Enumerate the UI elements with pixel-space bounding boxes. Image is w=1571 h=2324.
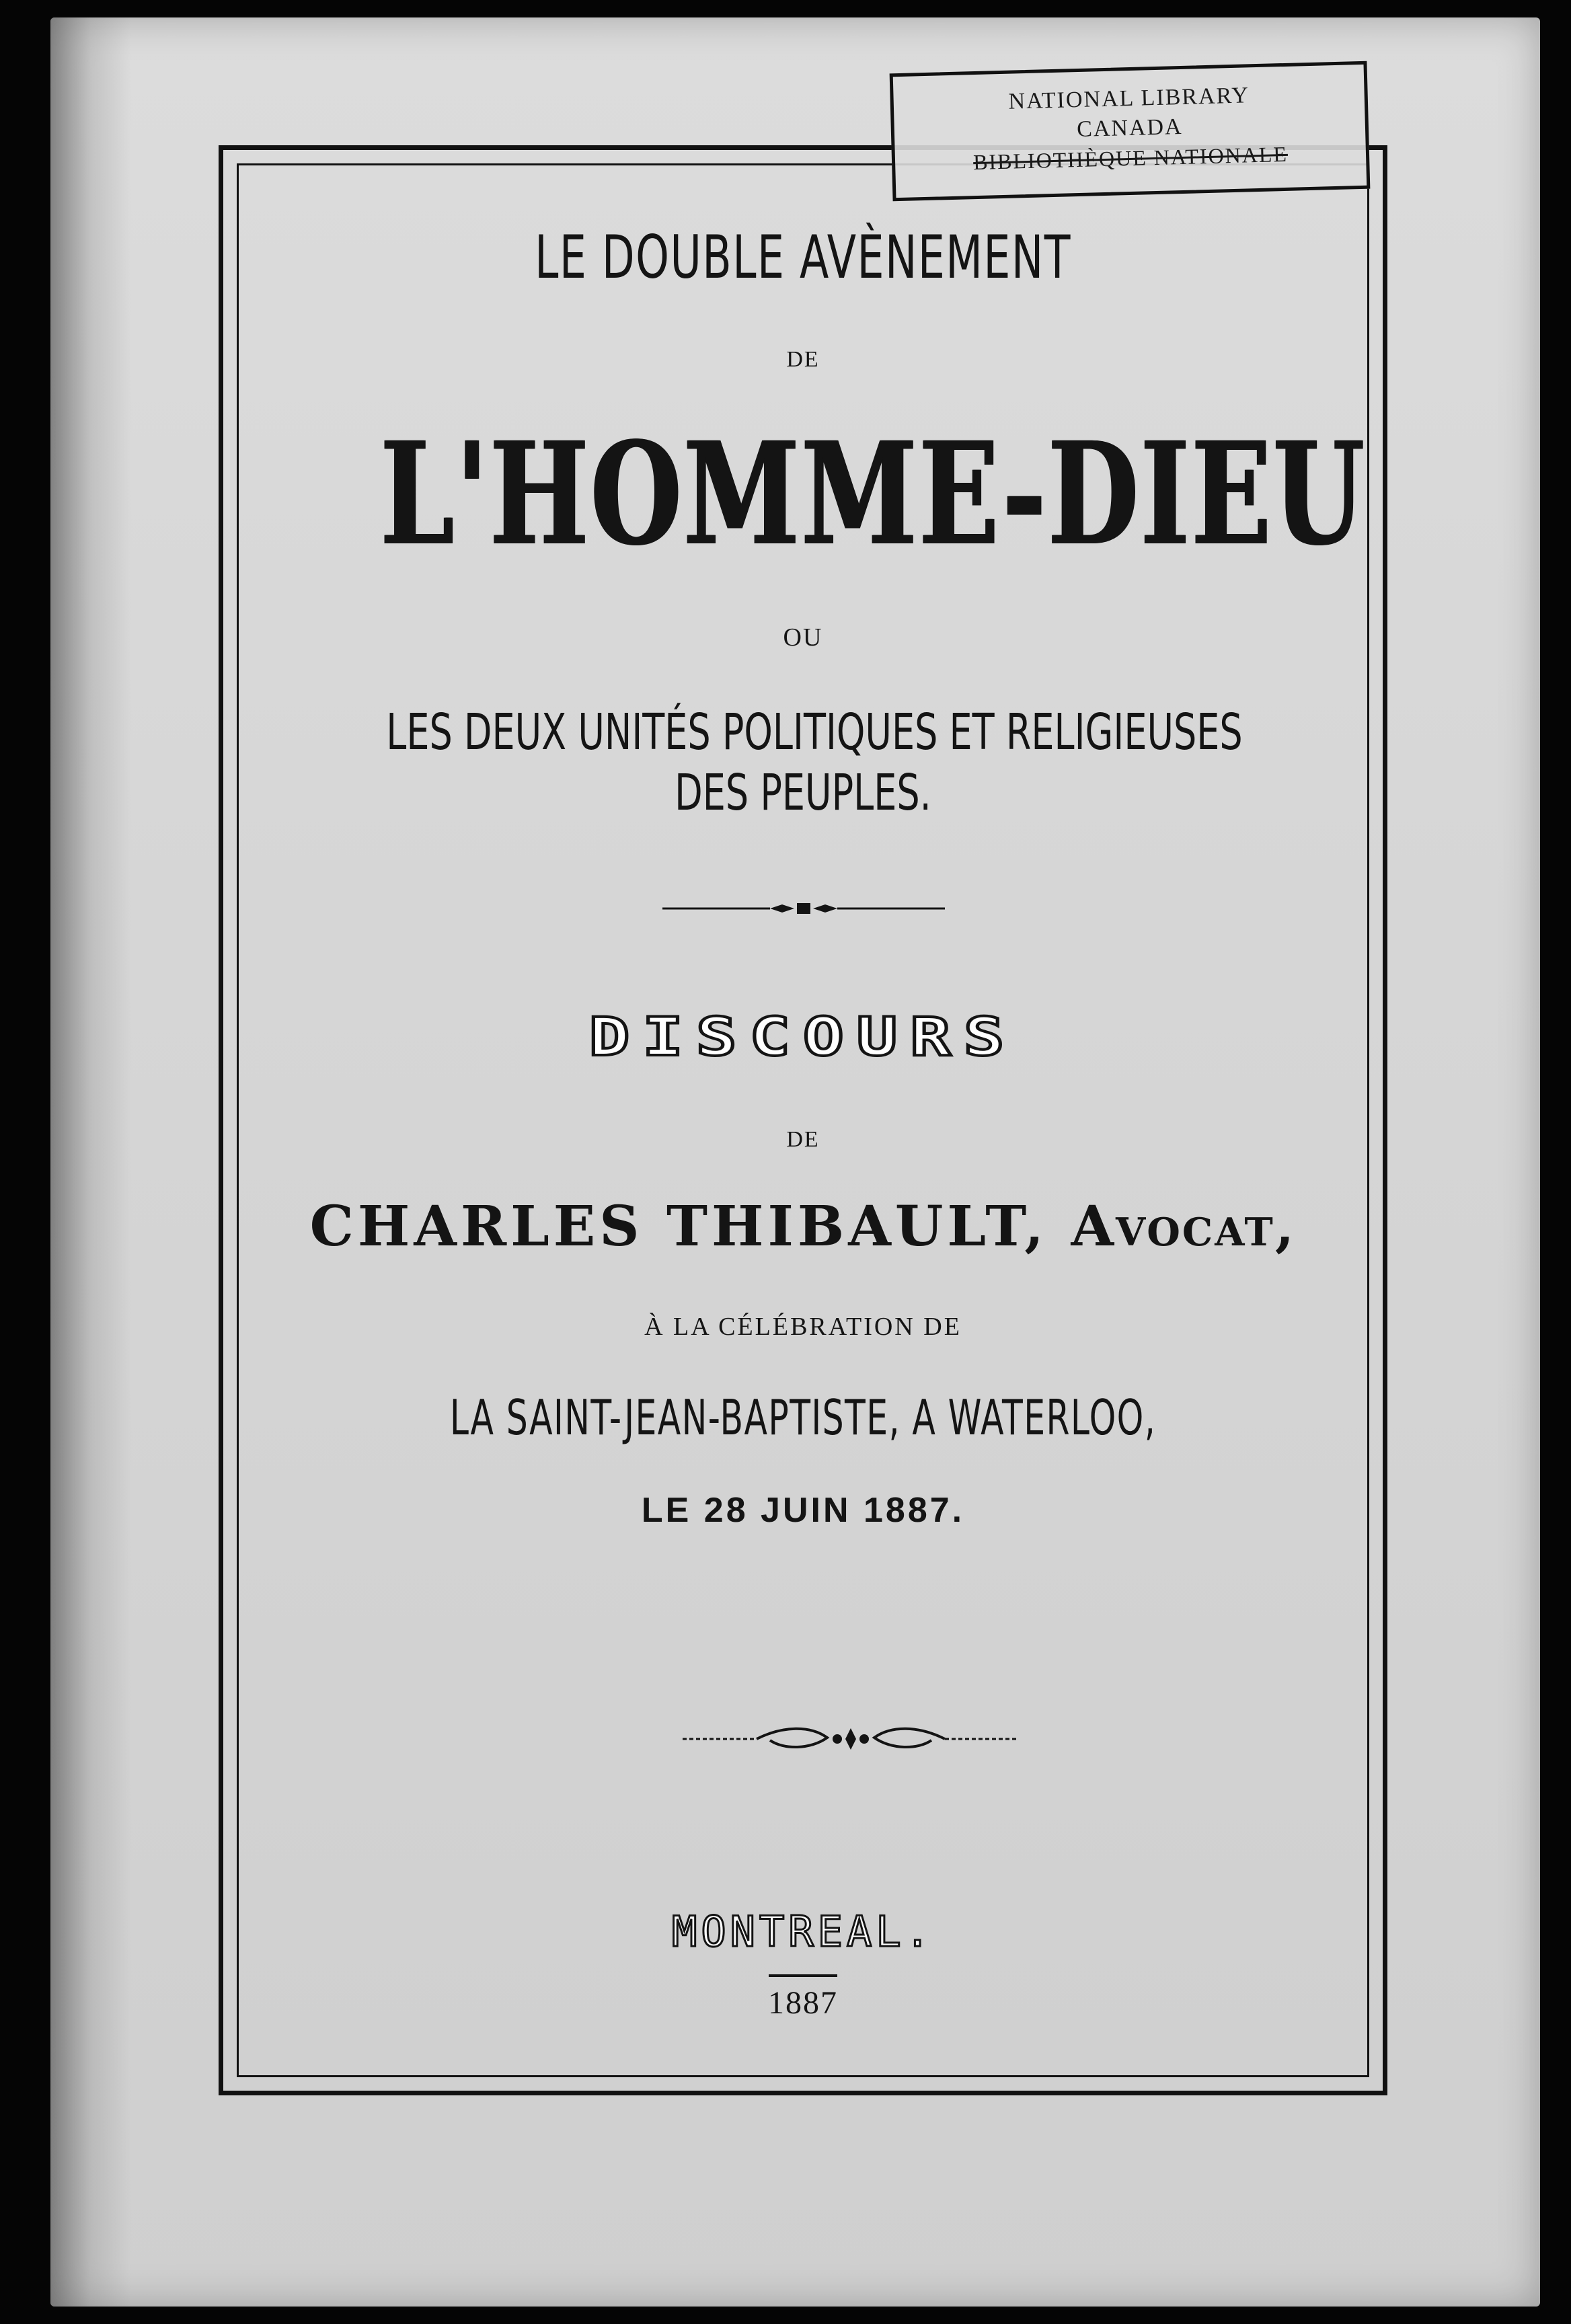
stamp-line-2: CANADA [1076, 114, 1184, 143]
stamp-line-1: NATIONAL LIBRARY [1008, 83, 1250, 114]
title-line-1: LE DOUBLE AVÈNEMENT [535, 223, 1071, 292]
title-connector-de: DE [786, 347, 820, 372]
subtitle-line-2: DES PEUPLES. [675, 764, 931, 822]
author-connector-de: DE [786, 1127, 820, 1152]
subtitle-line-1: LES DEUX UNITÉS POLITIQUES ET RELIGIEUSES [386, 703, 1243, 761]
event-date: LE 28 JUIN 1887. [641, 1491, 965, 1530]
ornament-divider-2 [683, 1719, 1019, 1759]
publication-year: 1887 [768, 1985, 838, 2021]
city-rule [769, 1974, 837, 1977]
work-type-heading: DISCOURS [588, 1006, 1018, 1068]
occasion-line: À LA CÉLÉBRATION DE [644, 1313, 962, 1341]
author-line [232, 1194, 1374, 1259]
main-title: L'HOMME-DIEU [380, 411, 1367, 577]
ornament-divider-1 [662, 895, 945, 922]
author-name: CHARLES THIBAULT, [309, 1194, 1048, 1259]
title-page [50, 17, 1540, 2307]
library-stamp [890, 61, 1371, 202]
author-title: Avocat, [1071, 1194, 1297, 1259]
title-connector-ou: OU [783, 623, 823, 652]
stamp-line-3: BIBLIOTHÈQUE NATIONALE [972, 141, 1289, 175]
event-place: LA SAINT-JEAN-BAPTISTE, A WATERLOO, [449, 1389, 1157, 1446]
spine-shadow [50, 17, 131, 2307]
publication-city: MONTREAL. [672, 1907, 934, 1956]
